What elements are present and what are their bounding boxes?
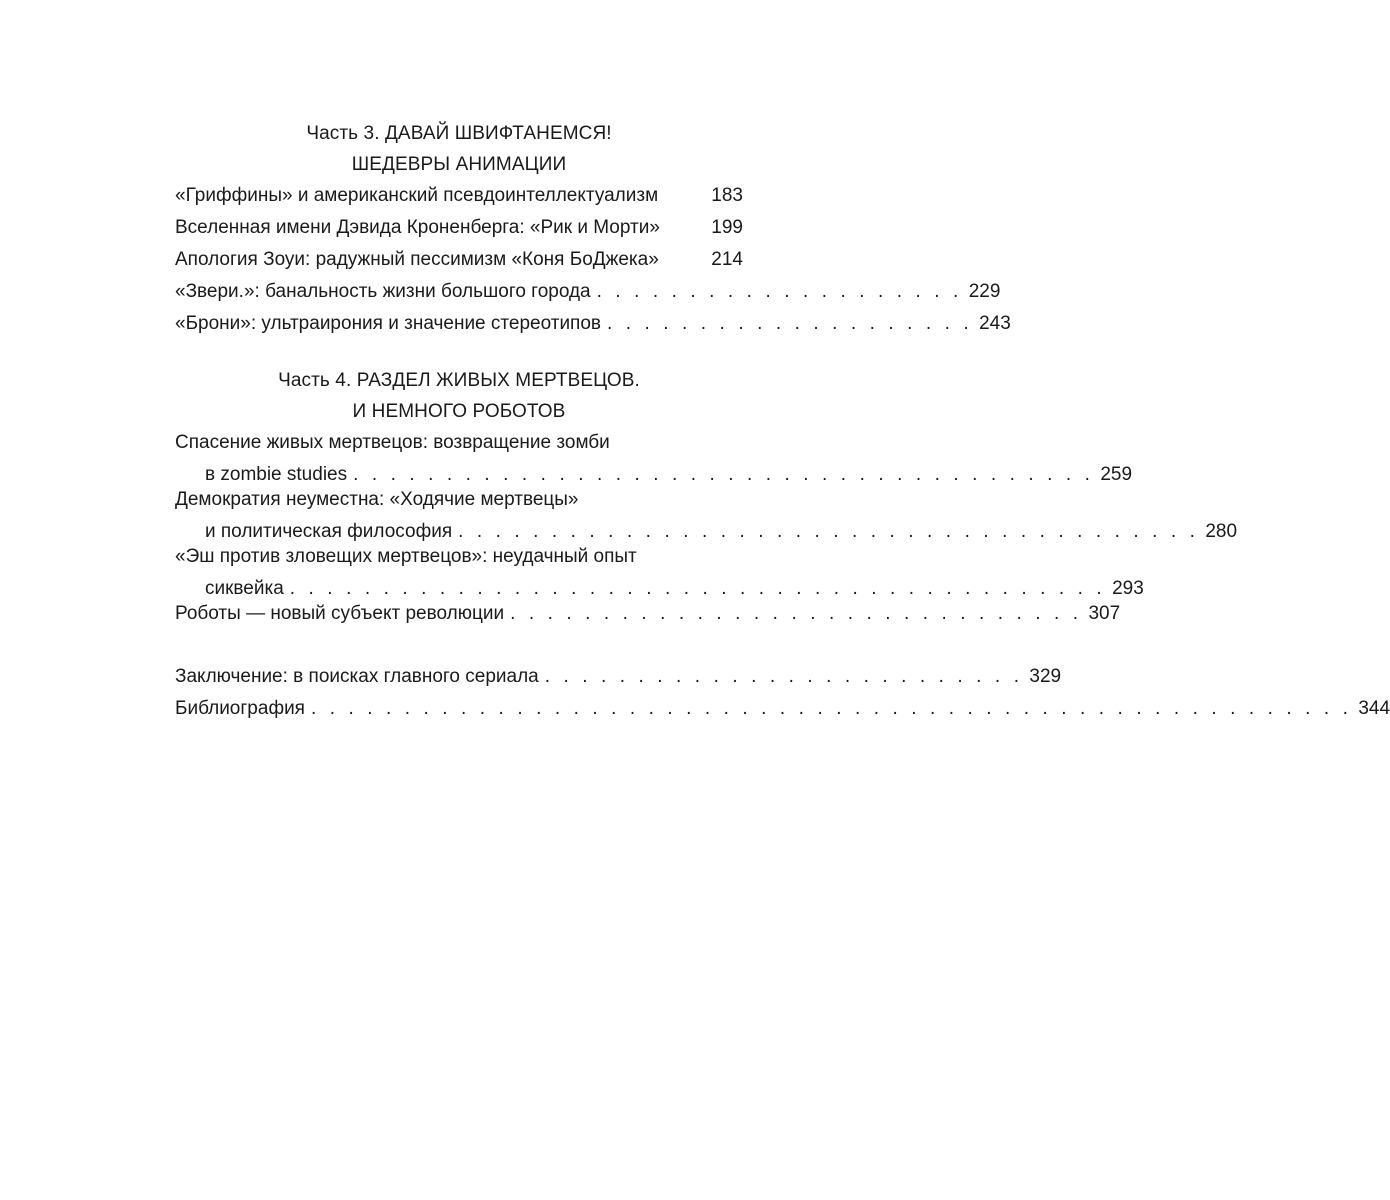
toc-entry-page: 293 (1112, 578, 1144, 599)
toc-entry-title-continued: и политическая философия (205, 521, 453, 542)
toc-entry-title: Спасение живых мертвецов: возвращение зомби (175, 432, 610, 453)
toc-entry-title-continued: сиквейка (205, 578, 284, 599)
toc-entry (175, 484, 1238, 548)
toc-entry (175, 276, 1001, 308)
toc-entry-page: 259 (1100, 464, 1133, 485)
leader-dots: . . . . . . . . . . . . . . . . . . . . . . . . . . (544, 666, 1024, 687)
toc-entry-page: 229 (968, 281, 1001, 302)
part-3-heading (175, 118, 743, 180)
leader-dots: . . . . . . . . . . . . . . . . . . . . . . . . . . . . . . . . . . . . . . . . . . . . . . . . . . . . . . . . (310, 698, 1353, 719)
toc-entry-title-continued: в zombie studies (205, 464, 348, 485)
leader-dots: . . . . . . . . . . . . . . . . . . . . . . . . . . . . . . . . . . . . . . . . (353, 464, 1095, 485)
part-4-title: Часть 4. РАЗДЕЛ ЖИВЫХ МЕРТВЕЦОВ. (278, 370, 640, 391)
toc-entry (175, 212, 743, 244)
toc-entry (175, 308, 1011, 340)
toc-entry-page: 344 (1358, 698, 1390, 719)
leader-dots: . . . . . . . . . . . . . . . . . . . . . . . . . . . . . . . . . . . . . . . . (458, 521, 1200, 542)
toc-entry-title: Вселенная имени Дэвида Кроненберга: «Рик и Морти» (175, 217, 660, 238)
part-4-heading (175, 365, 743, 427)
toc-entry (175, 598, 1121, 630)
toc-entry (175, 661, 1062, 693)
toc-entry-title: Апология Зоуи: радужный пессимизм «Коня БоДжека» (175, 249, 659, 270)
toc-entry-page: 329 (1029, 666, 1062, 687)
toc-entry (175, 693, 1390, 725)
leader-dots: . . . . . . . . . . . . . . . . . . . . . . . . . . . . . . . . . . . . . . . . . . . . (289, 578, 1106, 599)
part-4-subtitle: И НЕМНОГО РОБОТОВ (352, 401, 566, 422)
leader-dots: . . . . . . . . . . . . . . . . . . . . . . . . . . . . . . . (510, 603, 1083, 624)
toc-entry-title: «Брони»: ультраирония и значение стереотипов (175, 313, 602, 334)
toc-entry (175, 427, 1133, 491)
toc-entry-title: «Звери.»: банальность жизни большого города (175, 281, 591, 302)
part-3-subtitle: ШЕДЕВРЫ АНИМАЦИИ (351, 154, 567, 175)
toc-entry-title: Библиография (175, 698, 305, 719)
toc-entry-title: Демократия неуместна: «Ходячие мертвецы» (175, 489, 579, 510)
toc-entry-page: 280 (1205, 521, 1238, 542)
toc-entry-page: 199 (711, 217, 743, 238)
toc-entry-page: 307 (1088, 603, 1121, 624)
toc-entry (175, 541, 1144, 605)
leader-dots: . . . . . . . . . . . . . . . . . . . . (596, 281, 963, 302)
toc-entry-title: «Эш против зловещих мертвецов»: неудачный опыт (175, 546, 637, 567)
toc-entry-title: Роботы — новый субъект революции (175, 603, 505, 624)
part-3-title: Часть 3. ДАВАЙ ШВИФТАНЕМСЯ! (306, 123, 612, 144)
toc-entry-page: 243 (979, 313, 1011, 334)
toc-entry-page: 214 (711, 249, 743, 270)
toc-entry-page: 183 (711, 185, 743, 206)
toc-entry (175, 180, 743, 212)
toc-entry-title: «Гриффины» и американский псевдоинтеллектуализм (175, 185, 659, 206)
leader-dots: . . . . . . . . . . . . . . . . . . . . (607, 313, 973, 334)
toc-entry-title: Заключение: в поисках главного сериала (175, 666, 539, 687)
toc-entry (175, 244, 743, 276)
